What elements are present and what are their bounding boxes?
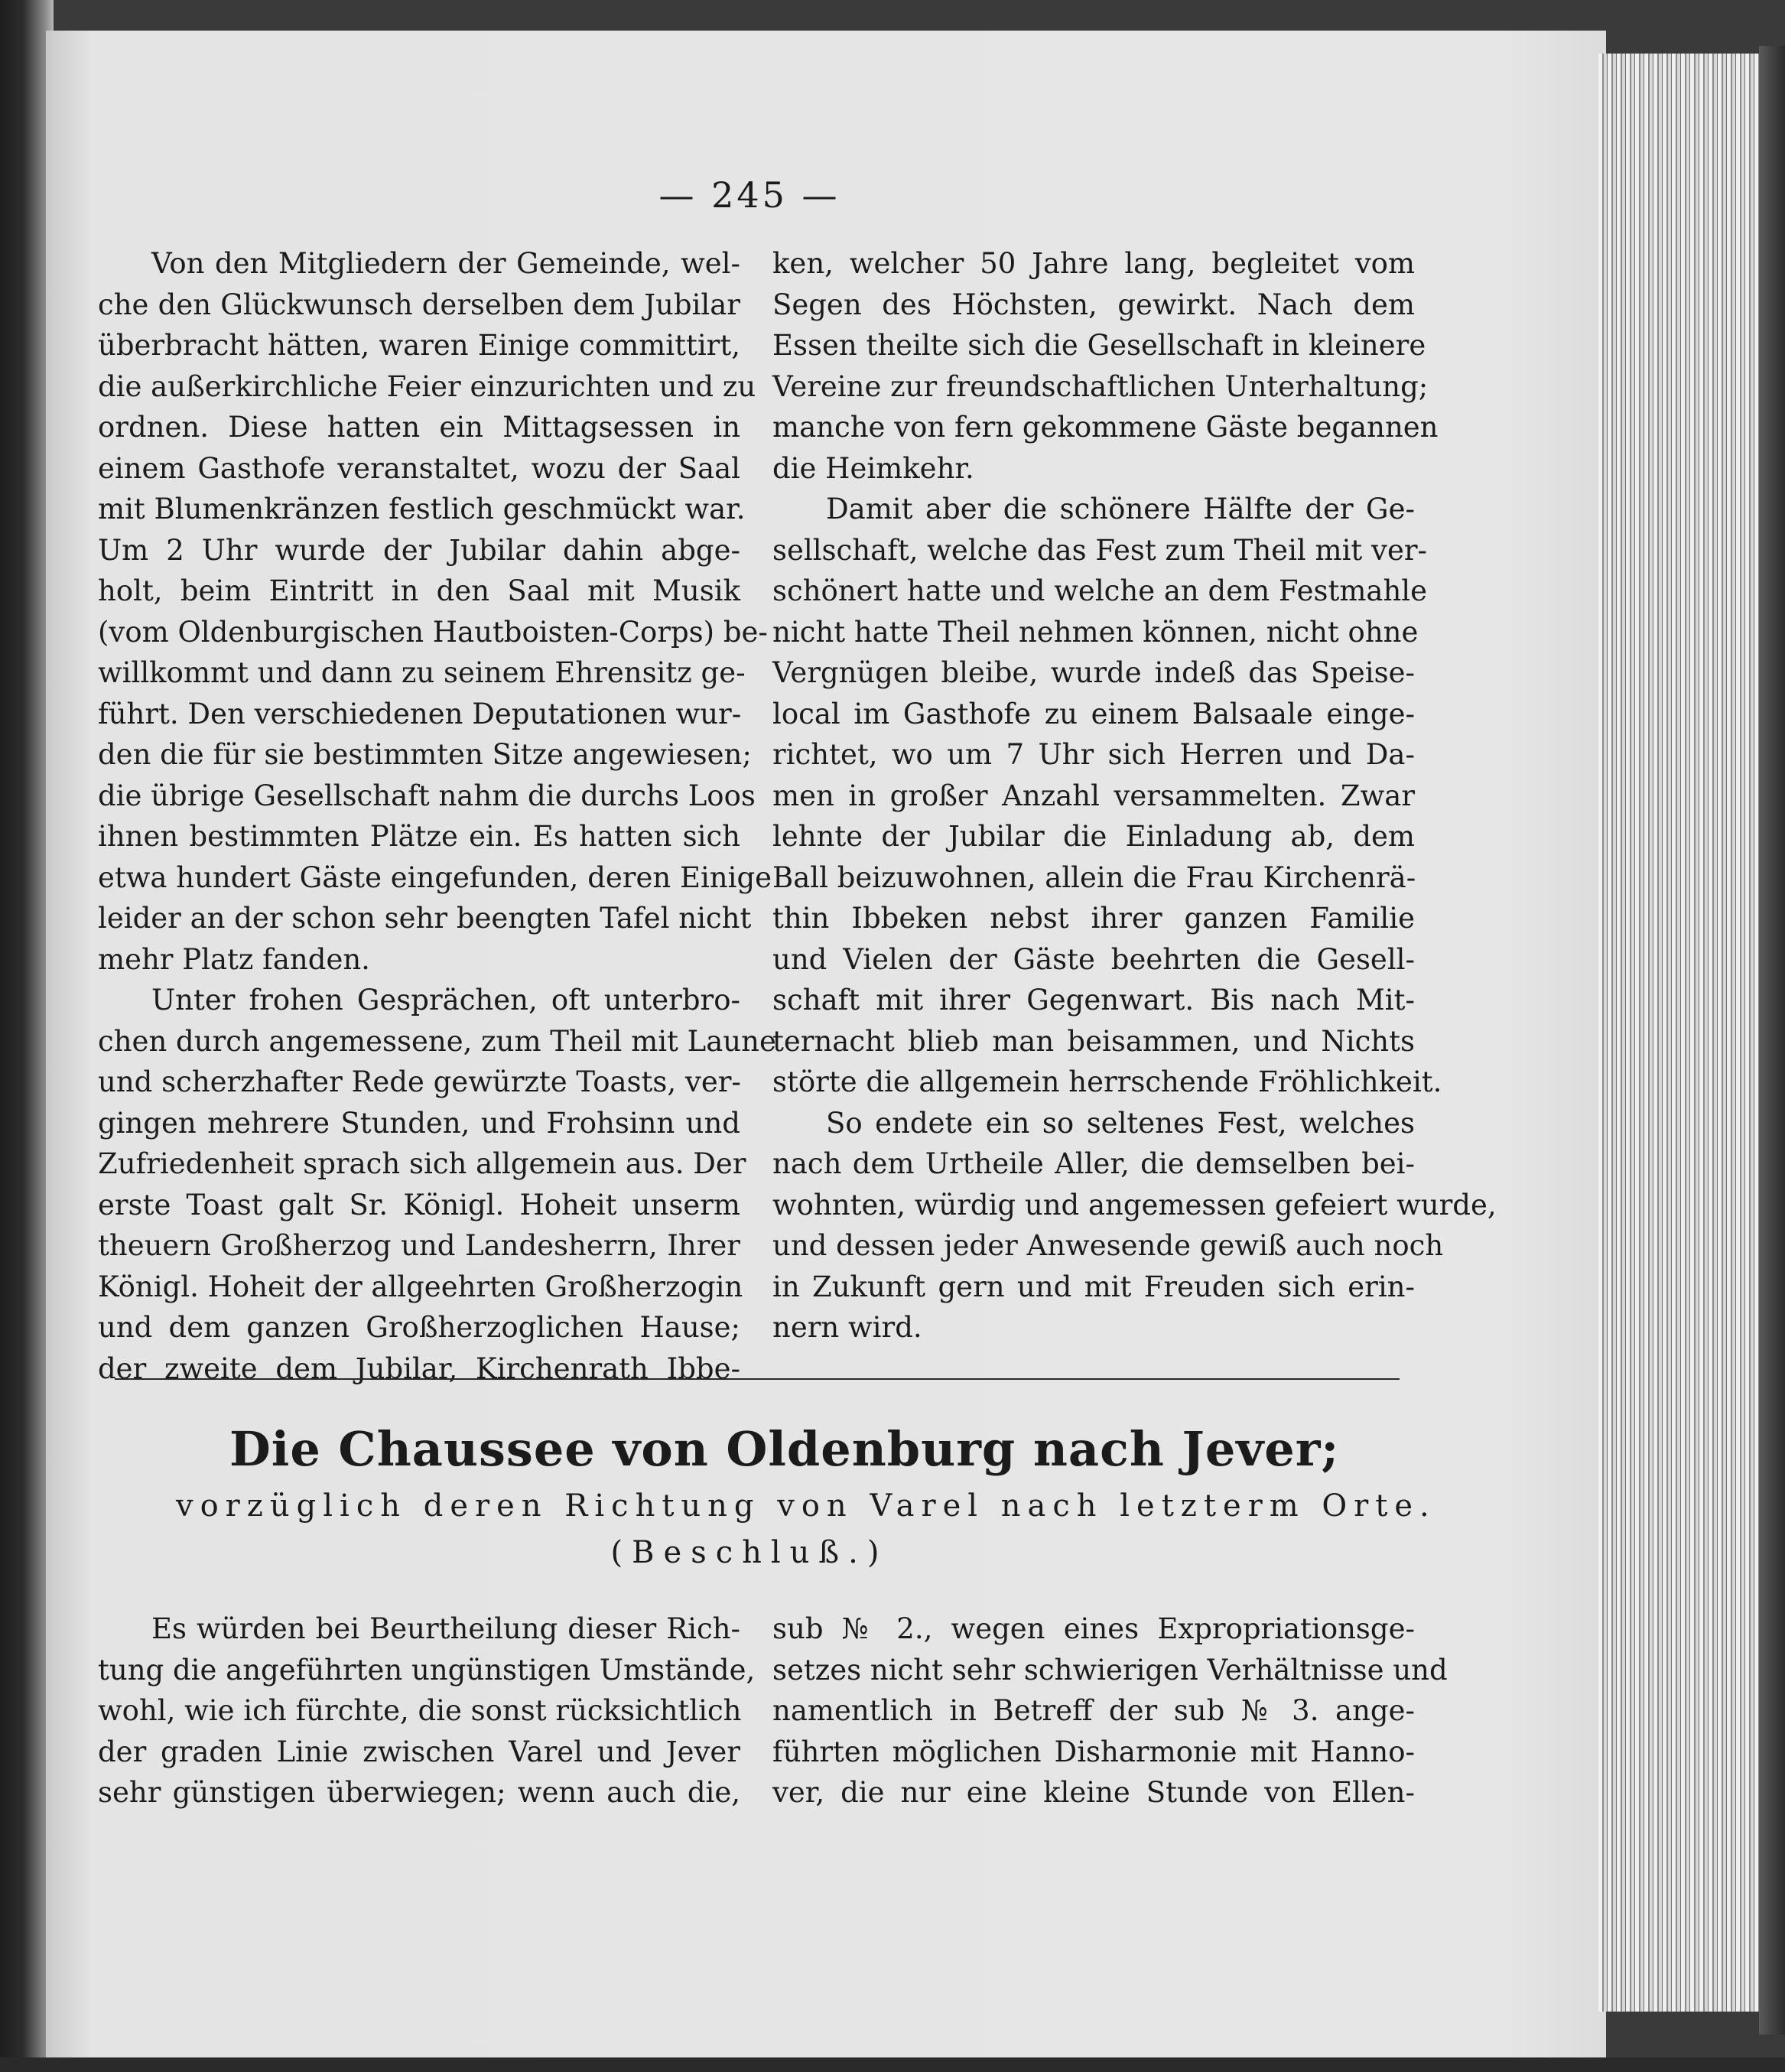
text-line: ordnen. Diese hatten ein Mittagsessen in [98,411,740,444]
text-line: und dessen jeder Anwesende gewiß auch noch [772,1229,1444,1262]
text-line: etwa hundert Gäste eingefunden, deren Einige [98,860,772,894]
page-number: — 245 — [658,174,840,216]
text-line: ken, welcher 50 Jahre lang, begleitet vom [772,247,1415,280]
text-line: theuern Großherzog und Landesherrn, Ihrer [98,1229,740,1262]
text-line: die übrige Gesellschaft nahm die durchs Loos [98,779,756,812]
page-edges-shadow [1759,46,1785,2035]
text-line: tung die angeführten ungünstigen Umstände, [98,1653,756,1687]
text-line: störte die allgemein herrschende Fröhlichkeit. [772,1065,1442,1098]
text-line: Vereine zur freundschaftlichen Unterhaltung; [772,369,1429,403]
text-line: ternacht blieb man beisammen, und Nichts [772,1024,1415,1058]
text-line: (vom Oldenburgischen Hautboisten-Corps) be- [98,615,768,649]
text-line: sellschaft, welche das Fest zum Theil mit ver- [772,533,1428,567]
text-line: nach dem Urtheile Aller, die demselben bei- [772,1147,1415,1180]
text-line: lehnte der Jubilar die Einladung ab, dem [772,820,1415,853]
text-line: Damit aber die schönere Hälfte der Ge- [826,493,1415,525]
text-line: willkommt und dann zu seinem Ehrensitz ge- [98,656,746,689]
text-line: leider an der schon sehr beengten Tafel nicht [98,902,752,935]
text-line: sub № 2., wegen eines Expropriationsge- [772,1612,1415,1645]
text-line: Zufriedenheit sprach sich allgemein aus. Der [98,1147,746,1180]
section-note: (Beschluß.) [610,1535,889,1570]
text-line: der zweite dem Jubilar, Kirchenrath Ibbe- [98,1352,740,1385]
text-line: in Zukunft gern und mit Freuden sich erin- [772,1270,1415,1303]
left-column [98,243,776,1389]
text-line: den die für sie bestimmten Sitze angewiesen; [98,738,752,771]
section-subtitle: vorzüglich deren Richtung von Varel nach letzterm Orte. [176,1488,1436,1524]
text-line: Es würden bei Beurtheilung dieser Rich- [151,1612,740,1645]
text-line: ver, die nur eine kleine Stunde von Ellen- [772,1776,1415,1809]
text-line: mehr Platz fanden. [98,942,370,976]
text-line: Essen theilte sich die Gesellschaft in kleinere [772,329,1426,362]
text-line: richtet, wo um 7 Uhr sich Herren und Da- [772,738,1415,771]
text-line: einem Gasthofe veranstaltet, wozu der Saal [98,451,740,485]
section-title: Die Chaussee von Oldenburg nach Jever; [229,1421,1340,1477]
text-line: wohl, wie ich fürchte, die sonst rücksichtlich [98,1694,742,1727]
text-line: mit Blumenkränzen festlich geschmückt war. [98,493,746,525]
page-edges [1598,54,1774,2012]
text-line: namentlich in Betreff der sub № 3. ange- [772,1694,1415,1727]
text-line: setzes nicht sehr schwierigen Verhältnisse und [772,1653,1448,1687]
text-line: nern wird. [772,1311,922,1344]
right-column [772,243,1497,1348]
text-line: und scherzhafter Rede gewürzte Toasts, ver- [98,1065,741,1098]
text-line: manche von fern gekommene Gäste begannen [772,411,1439,444]
text-line: sehr günstigen überwiegen; wenn auch die, [98,1776,740,1809]
scan-border [0,2057,1785,2072]
text-line: Segen des Höchsten, gewirkt. Nach dem [772,288,1415,321]
text-line: chen durch angemessene, zum Theil mit Laune [98,1024,776,1058]
text-line: führten möglichen Disharmonie mit Hanno- [772,1735,1415,1768]
text-line: nicht hatte Theil nehmen können, nicht ohne [772,615,1419,649]
text-line: Von den Mitgliedern der Gemeinde, wel- [151,247,740,280]
text-line: Königl. Hoheit der allgeehrten Großherzogin [98,1270,743,1303]
text-line: überbracht hätten, waren Einige committirt, [98,329,740,362]
text-line: führt. Den verschiedenen Deputationen wur- [98,697,742,730]
text-line: die außerkirchliche Feier einzurichten und zu [98,369,756,403]
text-line: So endete ein so seltenes Fest, welches [826,1106,1415,1140]
text-line: und Vielen der Gäste beehrten die Gesell- [772,942,1415,976]
text-line: und dem ganzen Großherzoglichen Hause; [98,1311,740,1344]
text-line: men in großer Anzahl versammelten. Zwar [772,779,1415,812]
text-line: Vergnügen bleibe, wurde indeß das Speise- [772,656,1415,689]
text-line: schaft mit ihrer Gegenwart. Bis nach Mit- [772,984,1415,1016]
text-line: local im Gasthofe zu einem Balsaale einge- [772,697,1415,730]
text-line: schönert hatte und welche an dem Festmahle [772,574,1428,607]
text-line: Ball beizuwohnen, allein die Frau Kirchenrä- [772,860,1416,894]
text-line: Unter frohen Gesprächen, oft unterbro- [151,984,740,1016]
bottom-right-column [772,1608,1448,1813]
text-line: che den Glückwunsch derselben dem Jubilar [98,288,740,321]
bottom-left-column [98,1608,756,1813]
text-line: wohnten, würdig und angemessen gefeiert wurde, [772,1188,1497,1221]
text-line: thin Ibbeken nebst ihrer ganzen Familie [772,902,1415,935]
text-line: der graden Linie zwischen Varel und Jever [98,1735,740,1768]
text-line: holt, beim Eintritt in den Saal mit Musik [98,574,740,607]
text-line: ihnen bestimmten Plätze ein. Es hatten sich [98,820,740,853]
text-line: gingen mehrere Stunden, und Frohsinn und [98,1106,740,1140]
text-line: die Heimkehr. [772,451,974,485]
text-line: Um 2 Uhr wurde der Jubilar dahin abge- [98,533,740,567]
text-line: erste Toast galt Sr. Königl. Hoheit unserm [98,1188,740,1221]
section-divider [115,1378,1400,1380]
